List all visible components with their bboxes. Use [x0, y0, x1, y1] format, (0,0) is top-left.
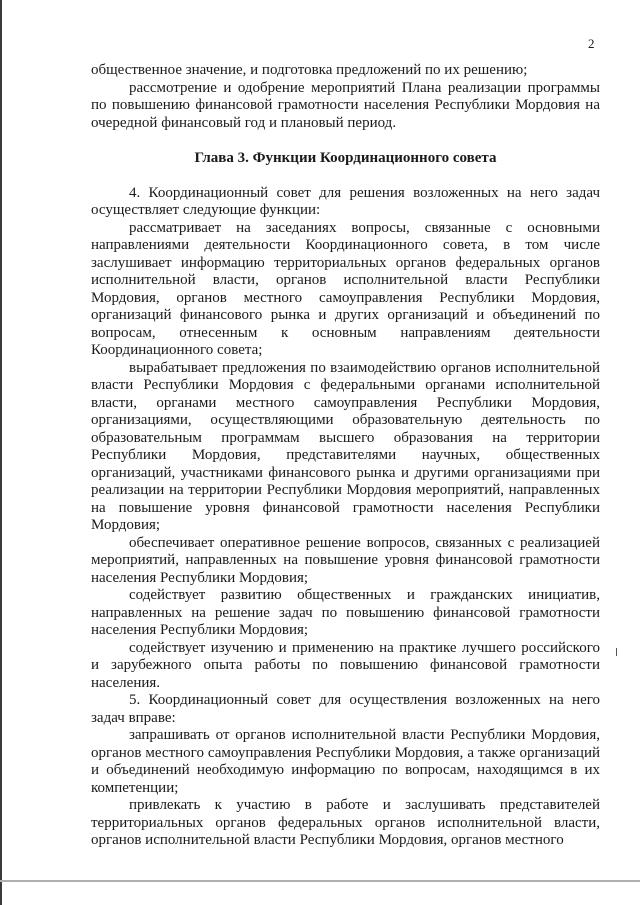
function-item: содействует развитию общественных и гражданских инициатив, направленных на решение задач по повышению финансовой грамотности населения Республики Мордовия;	[91, 587, 600, 638]
function-item: рассматривает на заседаниях вопросы, связанные с основными направлениями деятельности Координационного совета, в том числе заслушивает информацию территориальных органов федеральных органов исполнительной власти, органов исполнительной власти Республики Мордовия, органов местного самоуправления Республики Мордовия, организаций финансового рынка и других организаций и объединений по вопросам, отнесенным к основным направлениям деятельности Координационного совета;	[91, 219, 600, 358]
clause-5-intro: 5. Координационный совет для осуществления возложенных на него задач вправе:	[91, 692, 600, 726]
document-body	[91, 62, 600, 850]
function-item: содействует изучению и применению на практике лучшего российского и зарубежного опыта работы по повышению финансовой грамотности населения.	[91, 639, 600, 691]
paragraph-continuation: общественное значение, и подготовка предложений по их решению;	[91, 62, 528, 78]
scan-left-edge	[0, 0, 2, 905]
scan-bottom-edge	[0, 880, 640, 882]
page-number: 2	[588, 36, 595, 51]
clause-4-intro: 4. Координационный совет для решения возложенных на него задач осуществляет следующие функции:	[91, 184, 600, 218]
right-item: привлекать к участию в работе и заслушивать представителей территориальных органов федеральных органов исполнительной власти, органов исполнительной власти Республики Мордовия, органов местного	[91, 797, 600, 848]
right-item: запрашивать от органов исполнительной власти Республики Мордовия, органов местного самоуправления Республики Мордовия, а также организаций и объединений необходимую информацию по вопросам, находящимся в их компетенции;	[91, 727, 600, 796]
function-item: вырабатывает предложения по взаимодействию органов исполнительной власти Республики Мордовия с федеральными органами исполнительной власти, органами местного самоуправления Республики Мордовия, организациями, осуществляющими образовательную деятельность по образовательным программам высшего образования на территории Республики Мордовия, представителями научных, общественных организаций, участниками финансового рынка и другими организациями при реализации на территории Республики Мордовия мероприятий, направленных на повышение уровня финансовой грамотности населения Республики Мордовия;	[91, 359, 600, 533]
scan-speck	[616, 648, 617, 656]
function-item: обеспечивает оперативное решение вопросов, связанных с реализацией мероприятий, направленных на повышение уровня финансовой грамотности населения Республики Мордовия;	[91, 534, 600, 586]
chapter-heading: Глава 3. Функции Координационного совета	[194, 150, 497, 166]
paragraph-plan-review: рассмотрение и одобрение мероприятий Плана реализации программы по повышению финансовой грамотности населения Республики Мордовия на очередной финансовый год и плановый период.	[91, 79, 600, 131]
